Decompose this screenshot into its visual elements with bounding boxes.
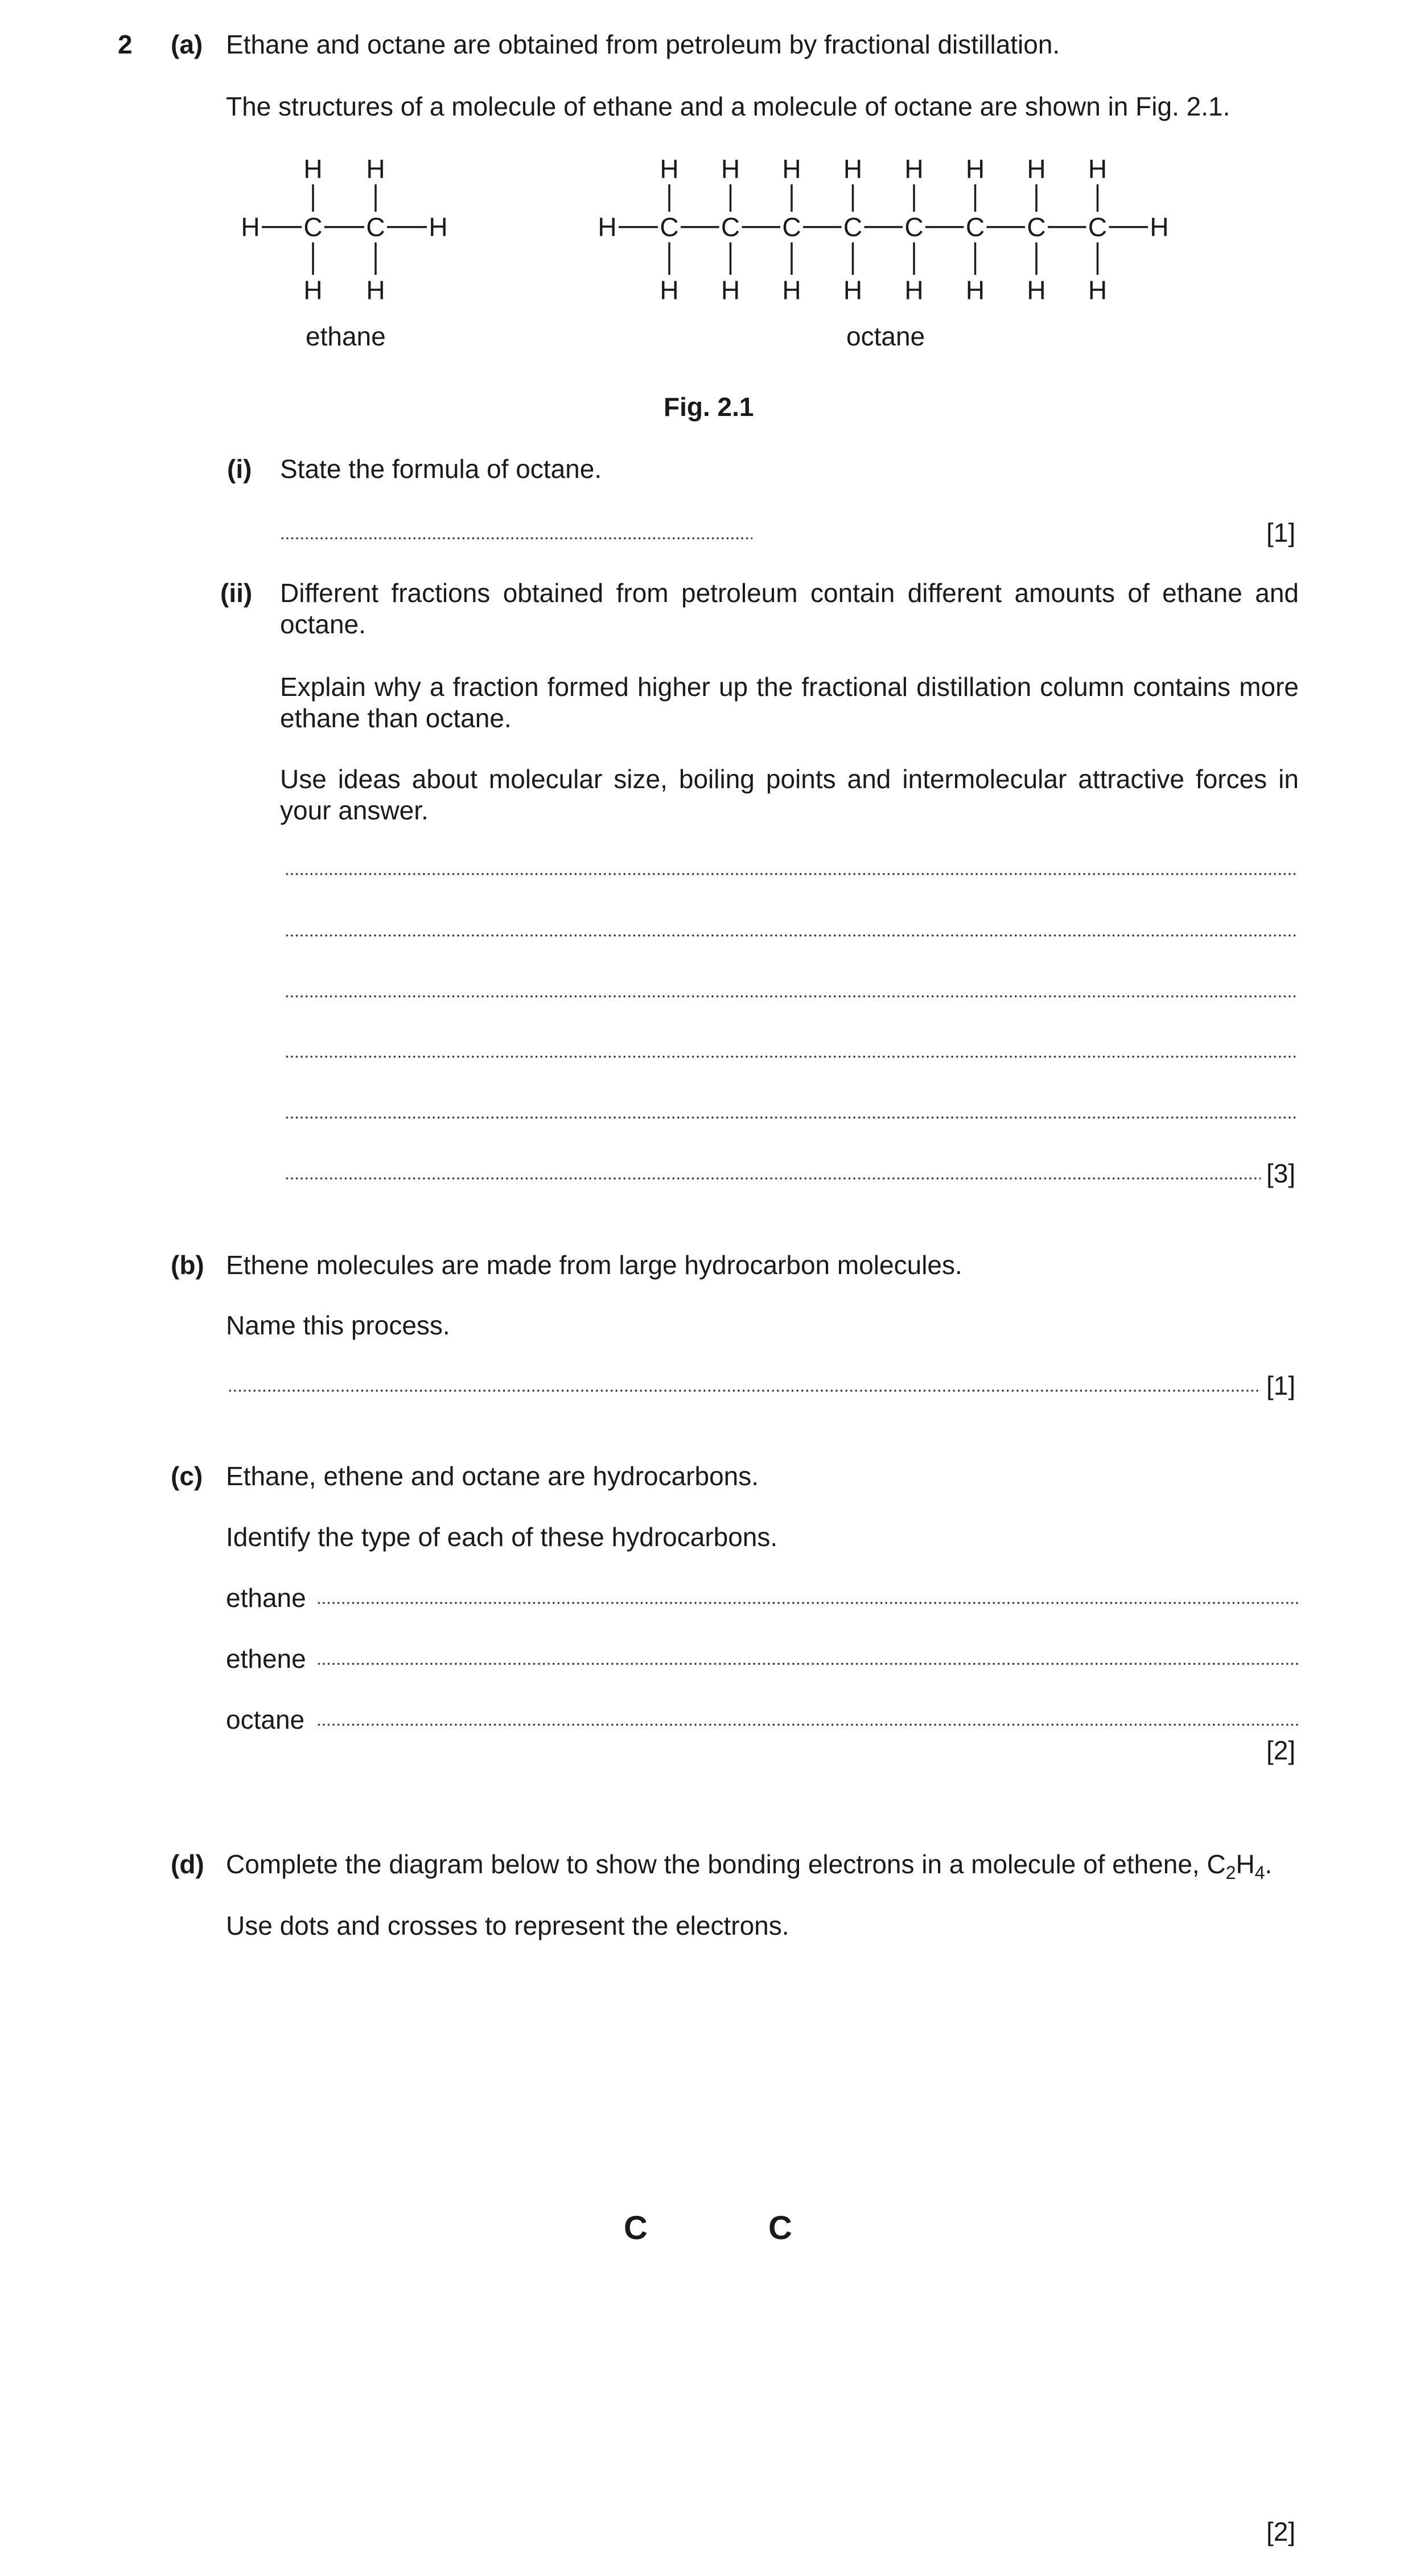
answer-line-c-ethene[interactable] <box>316 1662 1298 1666</box>
row-label-ethene: ethene <box>226 1644 306 1674</box>
octane-structure <box>598 154 1168 305</box>
hydrogen-atom: H <box>241 212 260 242</box>
hydrogen-atom: H <box>366 154 385 184</box>
part-a-label: (a) <box>171 30 203 59</box>
part-c-text1: Ethane, ethene and octane are hydrocarbons. <box>226 1461 759 1491</box>
carbon-atom: C <box>1088 212 1108 242</box>
part-b-label: (b) <box>171 1250 204 1280</box>
part-d-text2: Use dots and crosses to represent the electrons. <box>226 1911 789 1940</box>
hydrogen-atom: H <box>782 154 801 184</box>
part-a-ii-text3: Use ideas about molecular size, boiling points and intermolecular attractive forces in your answer. <box>280 764 1299 826</box>
hydrogen-atom: H <box>965 275 985 305</box>
hydrogen-atom: H <box>1027 275 1046 305</box>
part-b-text2: Name this process. <box>226 1310 450 1340</box>
answer-line-c-octane[interactable] <box>316 1722 1298 1727</box>
hydrogen-atom: H <box>303 275 323 305</box>
hydrogen-atom: H <box>660 275 679 305</box>
carbon-atom: C <box>660 212 679 242</box>
ethane-structure <box>241 154 447 305</box>
answer-line-a-ii-4[interactable] <box>285 1054 1298 1059</box>
answer-line-a-ii-1[interactable] <box>285 872 1298 876</box>
subscript-2: 2 <box>1225 1862 1236 1883</box>
row-label-octane: octane <box>226 1705 305 1734</box>
part-d-text1-end: . <box>1265 1849 1273 1879</box>
hydrogen-atom: H <box>904 154 924 184</box>
carbon-atom: C <box>303 212 323 242</box>
diagram-carbon-right: C <box>768 2210 792 2247</box>
part-b-text1: Ethene molecules are made from large hydrocarbon molecules. <box>226 1250 962 1280</box>
answer-line-a-i[interactable] <box>280 536 752 541</box>
part-a-ii-text2: Explain why a fraction formed higher up the fractional distillation column contains more ethane than octane. <box>280 672 1299 733</box>
hydrogen-atom: H <box>843 275 863 305</box>
part-a-i-text: State the formula of octane. <box>280 454 602 484</box>
answer-line-b[interactable] <box>228 1388 1261 1393</box>
carbon-atom: C <box>1027 212 1046 242</box>
part-a-ii-label: (ii) <box>220 578 253 608</box>
carbon-atom: C <box>721 212 740 242</box>
marks-c: [2] <box>1266 1736 1296 1765</box>
part-a-i-label: (i) <box>227 454 252 484</box>
hydrogen-atom: H <box>904 275 924 305</box>
carbon-atom: C <box>782 212 801 242</box>
answer-line-a-ii-2[interactable] <box>285 933 1298 938</box>
hydrogen-atom: H <box>721 154 740 184</box>
hydrogen-atom: H <box>366 275 385 305</box>
part-d-text1-h: H <box>1236 1849 1255 1879</box>
hydrogen-atom: H <box>782 275 801 305</box>
subscript-4: 4 <box>1254 1862 1265 1883</box>
part-c-label: (c) <box>171 1461 203 1491</box>
answer-line-a-ii-3[interactable] <box>285 994 1298 999</box>
diagram-carbon-left: C <box>624 2210 648 2247</box>
structures-text: The structures of a molecule of ethane and a molecule of octane are shown in Fig. 2.1. <box>226 92 1230 121</box>
carbon-atom: C <box>965 212 985 242</box>
octane-label: octane <box>846 322 925 351</box>
answer-line-a-ii-6[interactable] <box>285 1176 1261 1181</box>
hydrogen-atom: H <box>1088 275 1108 305</box>
question-number: 2 <box>118 30 133 59</box>
carbon-atom: C <box>904 212 924 242</box>
part-d-text1 <box>226 1849 1272 1884</box>
ethane-label: ethane <box>306 322 386 351</box>
row-label-ethane: ethane <box>226 1583 306 1613</box>
marks-d: [2] <box>1266 2517 1296 2546</box>
hydrogen-atom: H <box>843 154 863 184</box>
marks-b: [1] <box>1266 1371 1296 1400</box>
hydrogen-atom: H <box>660 154 679 184</box>
hydrogen-atom: H <box>721 275 740 305</box>
part-c-text2: Identify the type of each of these hydrocarbons. <box>226 1522 778 1552</box>
part-d-text1-main: Complete the diagram below to show the bonding electrons in a molecule of ethene, C <box>226 1849 1226 1879</box>
hydrogen-atom: H <box>965 154 985 184</box>
hydrogen-atom: H <box>1150 212 1169 242</box>
figure-caption: Fig. 2.1 <box>664 392 754 422</box>
figure-2-1 <box>0 0 1412 398</box>
hydrogen-atom: H <box>1027 154 1046 184</box>
carbon-atom: C <box>843 212 863 242</box>
part-d-label: (d) <box>171 1849 204 1879</box>
carbon-atom: C <box>366 212 385 242</box>
marks-a-i: [1] <box>1266 518 1296 547</box>
hydrogen-atom: H <box>598 212 617 242</box>
answer-line-c-ethane[interactable] <box>316 1601 1298 1605</box>
hydrogen-atom: H <box>1088 154 1108 184</box>
part-a-intro: Ethane and octane are obtained from petroleum by fractional distillation. <box>226 30 1060 59</box>
part-a-ii-text1: Different fractions obtained from petroleum contain different amounts of ethane and octane. <box>280 578 1299 640</box>
marks-a-ii: [3] <box>1266 1159 1296 1188</box>
answer-line-a-ii-5[interactable] <box>285 1115 1298 1120</box>
hydrogen-atom: H <box>429 212 448 242</box>
hydrogen-atom: H <box>303 154 323 184</box>
